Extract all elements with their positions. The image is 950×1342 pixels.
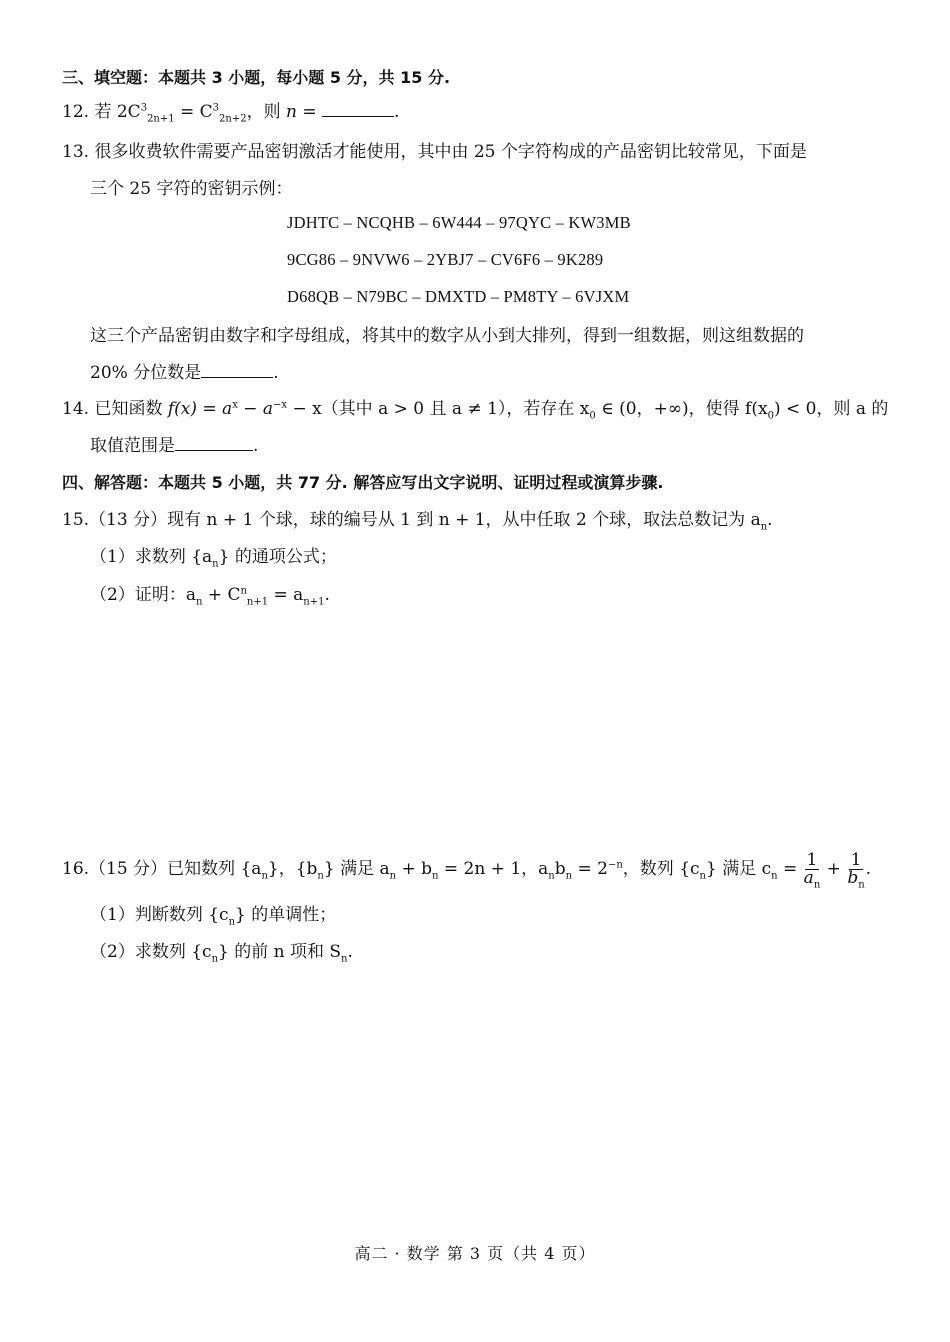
q16-text: 16.（15 分）已知数列 {a (62, 859, 262, 879)
fraction (847, 850, 865, 891)
product-key-3: D68QB – N79BC – DMXTD – PM8TY – 6VJXM (287, 287, 630, 306)
sub: 2n+1 (147, 113, 175, 125)
q16-text: } 的单调性； (235, 905, 337, 925)
question-15-part1 (90, 546, 337, 568)
question-13-line2: 三个 25 字符的密钥示例： (90, 179, 293, 199)
q12-text: = C (174, 102, 213, 122)
sub: n (813, 879, 821, 891)
sub: n (195, 596, 203, 608)
q16-text: } 满足 a (323, 859, 390, 879)
q16-text: } 满足 c (706, 859, 772, 879)
q16-text: }，{b (267, 859, 318, 879)
q16-text: + (821, 859, 847, 879)
question-16-stem: 16.（15 分）已知数列 $\{a_n\}$，$\{b_n\}$ 满足 $a_n + b_n = 2n + 1$，$a_nb_n = 2^{-n}$，数列 $\{c_n\}$ 满足 $c_n$ = $\frac{1}{a_n}$ + $\frac{1}{b_n}$ . (62, 850, 872, 891)
q14-text: − a (237, 399, 274, 419)
sub: n (699, 870, 706, 882)
question-12: 12. 若 $2C^3_{2n+1} = C^3_{2n+2}$，则 n = . (62, 102, 400, 125)
sub: n (771, 870, 778, 882)
numerator: 1 (806, 850, 818, 870)
denominator (847, 868, 865, 891)
fraction (803, 850, 821, 891)
sub: 0 (767, 410, 774, 422)
sub: n (858, 879, 865, 891)
question-16-part1 (90, 904, 336, 926)
page-footer: 高二 · 数学 第 3 页（共 4 页） (354, 1244, 596, 1263)
question-13-line3: 这三个产品密钥由数字和字母组成，将其中的数字从小到大排列，得到一组数据，则这组数据的 (90, 326, 804, 346)
q15-text: 15.（13 分）现有 n + 1 个球，球的编号从 1 到 n + 1，从中任取 2 个球，取法总数记为 a (62, 510, 761, 530)
q16-text: = 2 (572, 859, 608, 879)
sup: −x (273, 399, 288, 411)
product-key-2: 9CG86 – 9NVW6 – 2YBJ7 – CV6F6 – 9K289 (287, 250, 604, 269)
question-14-line1 (62, 398, 888, 420)
q12-text: = (296, 102, 323, 122)
q14-text: − x（其中 a > 0 且 a ≠ 1），若存在 x (287, 399, 590, 419)
sub: n (211, 953, 219, 965)
q14-text: 14. 已知函数 (62, 399, 168, 419)
sub: n (389, 870, 397, 882)
sub: n+1 (303, 596, 325, 608)
numerator: 1 (850, 850, 862, 870)
question-15-stem: 15.（13 分）现有 n + 1 个球，球的编号从 1 到 n + 1，从中任取 2 个球，取法总数记为 $a_n$. (62, 510, 773, 533)
sub: n (548, 870, 555, 882)
sub: 0 (589, 410, 596, 422)
question-15-part2: （2）证明：$a_n + C^n_{n+1} = a_{n+1}$. (90, 585, 330, 608)
sup: n (240, 585, 247, 597)
sub: n (565, 870, 573, 882)
denominator-var: b (847, 868, 859, 888)
question-16-part2 (90, 941, 353, 963)
denominator-var: a (803, 868, 814, 888)
function: f(x) = a (167, 399, 233, 419)
sub: n (341, 953, 348, 965)
sup: 3 (140, 102, 148, 114)
q16-text: = 2n + 1，a (438, 859, 549, 879)
answer-blank[interactable] (175, 436, 253, 451)
question-13-line4: 20% 分位数是 . (90, 363, 279, 383)
sub: n (228, 916, 236, 928)
product-key-1: JDHTC – NCQHB – 6W444 – 97QYC – KW3MB (287, 213, 631, 232)
section-3-heading: 三、填空题：本题共 3 小题，每小题 5 分，共 15 分. (62, 68, 451, 87)
q12-text: 若 2C (94, 102, 141, 122)
q15-text: = a (268, 585, 304, 605)
q14-text: ) < 0，则 a 的 (773, 399, 889, 419)
sup: −n (607, 859, 623, 871)
q14-text: ∈ (0，+∞)，使得 f(x (595, 399, 768, 419)
variable: n (286, 102, 297, 122)
question-14-line2: 取值范围是 . (90, 436, 259, 456)
q12-text: ，则 (246, 102, 286, 122)
q15-text: （2）证明：a (90, 585, 196, 605)
q16-text: = (777, 859, 803, 879)
sup: 3 (212, 102, 220, 114)
q15-text: } 的通项公式； (218, 547, 337, 567)
question-number: 12. (62, 102, 90, 122)
q13-text: 20% 分位数是 (90, 363, 202, 383)
question-13-line1: 13. 很多收费软件需要产品密钥激活才能使用，其中由 25 个字符构成的产品密钥比较常见，下面是 (62, 142, 807, 162)
q16-text: + b (396, 859, 433, 879)
q15-text: + C (202, 585, 241, 605)
sub: n (432, 870, 439, 882)
answer-blank[interactable] (322, 102, 394, 117)
q16-text: （2）求数列 {c (90, 942, 212, 962)
sub: n (317, 870, 324, 882)
q14-text: 取值范围是 (90, 436, 175, 456)
q15-text: （1）求数列 {a (90, 547, 213, 567)
sub: n (261, 870, 268, 882)
q16-text: b (554, 859, 566, 879)
q16-text: . (347, 942, 353, 962)
sub: n (212, 558, 219, 570)
denominator (803, 868, 821, 891)
sub: n+1 (246, 596, 269, 608)
sub: n (760, 521, 768, 533)
answer-blank[interactable] (201, 363, 273, 378)
sup: x (232, 399, 238, 411)
q16-text: ，数列 {c (622, 859, 700, 879)
section-4-heading: 四、解答题：本题共 5 小题，共 77 分. 解答应写出文字说明、证明过程或演算步骤. (62, 473, 664, 492)
q16-text: （1）判断数列 {c (90, 905, 229, 925)
sub: 2n+2 (219, 113, 247, 125)
q16-text: } 的前 n 项和 S (218, 942, 342, 962)
